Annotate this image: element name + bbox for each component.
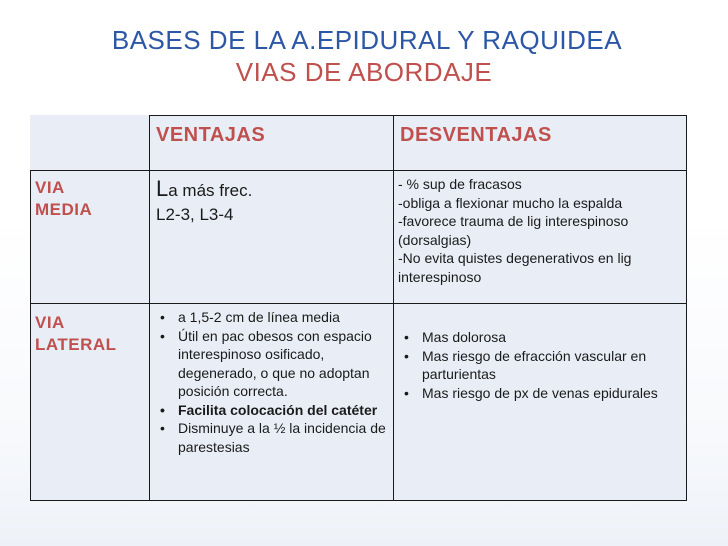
header-row	[31, 116, 687, 171]
ventaja-line	[156, 177, 393, 203]
desventaja-line: -obliga a flexionar mucho la espalda	[398, 194, 623, 211]
ventaja-text: a más frec.	[168, 181, 253, 200]
title-subtitle: VIAS DE ABORDAJE	[235, 57, 493, 87]
header-corner	[31, 116, 150, 171]
row-label-line: LATERAL	[35, 335, 117, 354]
desventaja-line: -favorece trauma de lig interespinoso	[398, 213, 629, 229]
row-label-line: VIA	[35, 178, 65, 197]
title-main: BASES DE LA A.EPIDURAL Y RAQUIDEA	[111, 25, 623, 55]
row-via-lateral	[31, 304, 687, 501]
desventaja-line: -No evita quistes degenerativos en lig	[398, 250, 632, 266]
row-label-via-lateral	[31, 304, 150, 501]
list-item: • Facilita colocación del catéter	[178, 401, 391, 420]
row-via-media	[31, 171, 687, 304]
desventaja-line: - % sup de fracasos	[398, 176, 522, 192]
via-media-ventajas	[150, 171, 394, 304]
list-item: • Útil en pac obesos con espacio interespinoso osificado, degenerado, o que no adoptan posición correcta.	[178, 327, 391, 401]
list-item: • Mas riesgo de efracción vascular en parturientas	[422, 347, 684, 384]
list-item: • Mas dolorosa	[422, 328, 684, 347]
row-label-line: MEDIA	[35, 200, 93, 219]
ventaja-initial: L	[156, 176, 169, 201]
list-item: • Mas riesgo de px de venas epidurales	[422, 384, 684, 403]
via-lateral-desventajas	[394, 304, 687, 501]
desventaja-line: (dorsalgias)	[398, 231, 472, 248]
via-lateral-ventajas	[150, 304, 394, 501]
comparison-table	[30, 115, 687, 501]
desventajas-list	[400, 328, 684, 402]
header-desventajas: DESVENTAJAS	[394, 116, 687, 171]
row-label-via-media	[31, 171, 150, 304]
slide-title	[0, 24, 728, 88]
list-item: • Disminuye a la ½ la incidencia de parestesias	[178, 419, 391, 456]
ventajas-list	[156, 308, 391, 456]
list-item: • a 1,5-2 cm de línea media	[178, 308, 391, 327]
via-media-desventajas	[394, 171, 687, 304]
header-ventajas: VENTAJAS	[150, 116, 394, 171]
desventaja-line: interespinoso	[398, 268, 482, 285]
row-label-line: VIA	[35, 313, 65, 332]
ventaja-line: L2-3, L3-4	[156, 205, 234, 224]
